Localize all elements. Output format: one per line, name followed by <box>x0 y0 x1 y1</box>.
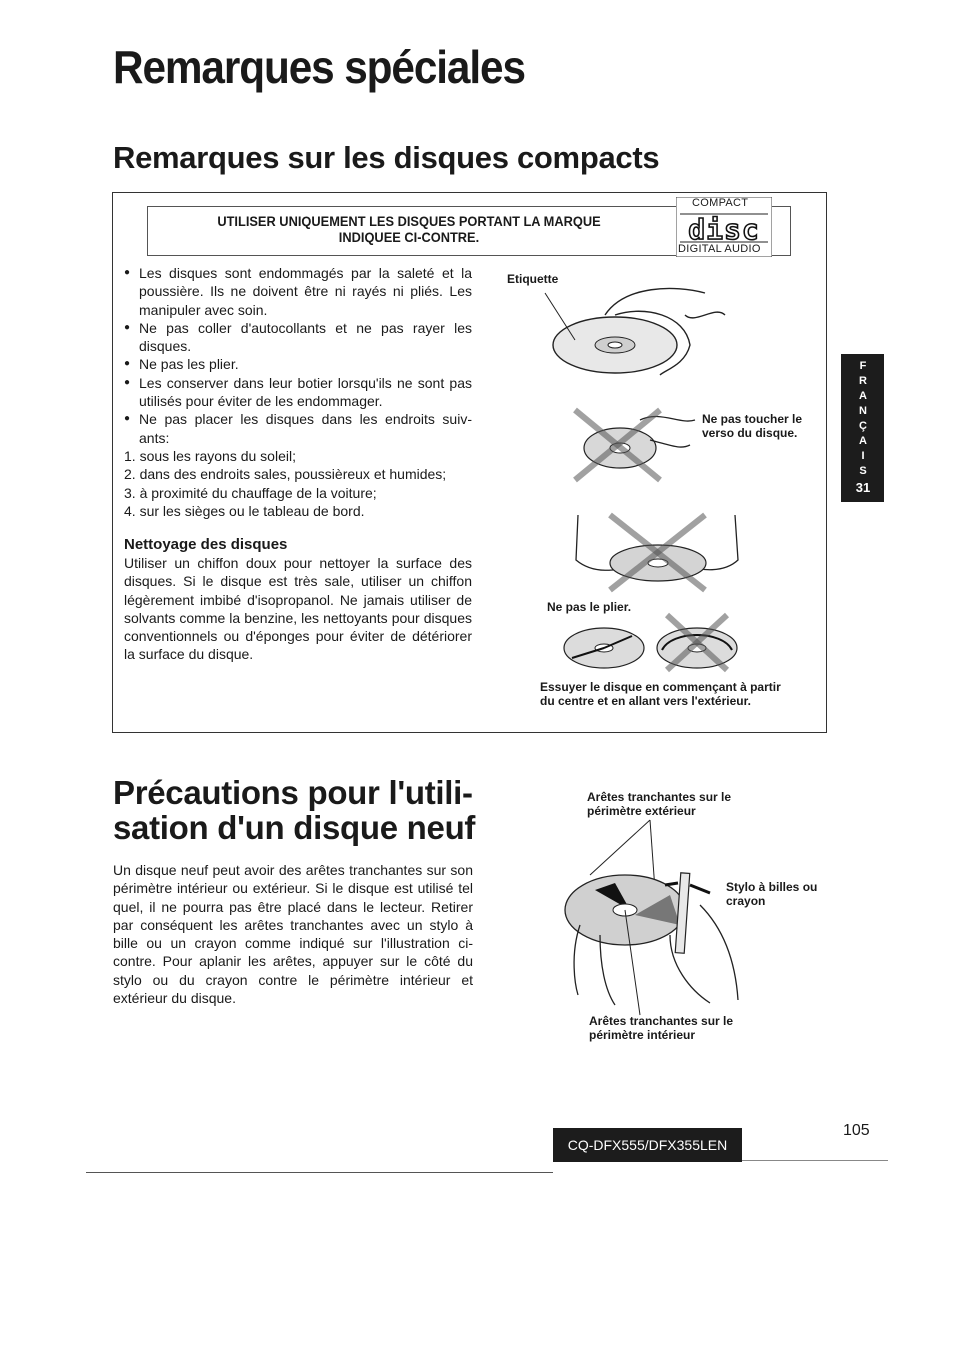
side-tab-letter: A <box>859 390 867 402</box>
mark-notice-line1: UTILISER UNIQUEMENT LES DISQUES PORTANT LA MARQUE <box>217 214 601 229</box>
disc-deburring-illustration <box>560 815 750 1015</box>
page-number: 105 <box>843 1122 870 1139</box>
list-item: 1. sous les rayons du soleil; <box>124 448 296 464</box>
model-number-bar: CQ-DFX555/DFX355LEN <box>553 1128 742 1162</box>
precautions-body: Un disque neuf peut avoir des arêtes tranchantes sur son périmètre intérieur ou extérieur. Si le disque est utilisé tel quel, il ne pourra pas être placé dans le lecteur. Retirer par conséquent les arêtes tranchantes avec un stylo à bille ou un crayon comme indiqué sur l'illustration ci-contre. Pour aplanir les arêtes, appuyer sur le côté du stylo ou du crayon contre le périmètre intérieur et extérieur du disque. <box>113 862 473 1007</box>
list-item: 4. sur les sièges ou le tableau de bord. <box>124 502 365 519</box>
side-tab-letter: Ç <box>859 420 867 432</box>
cleaning-body: Utiliser un chiffon doux pour nettoyer la surface des disques. Si le disque est très sale, utiliser un chiffon légèrement imbibé d'isopropanol. Ne jamais utiliser de solvants comme la benzine, les nettoyants pour disques conventionnels ou d'éponges pour éviter de détériorer la surface du disque. <box>124 555 472 663</box>
side-tab-letter: A <box>859 435 867 447</box>
side-tab-letter: S <box>859 465 867 477</box>
wipe-caption: Essuyer le disque en commençant à partir du centre et en allant vers l'extérieur. <box>540 680 781 708</box>
disc-logo-word: disc <box>688 213 760 246</box>
no-touch-caption: Ne pas toucher le verso du disque. <box>702 412 803 440</box>
disc-handling-illustration <box>545 275 735 385</box>
label-caption: Etiquette <box>507 272 559 286</box>
pen-caption: Stylo à billes ou crayon <box>726 880 818 908</box>
side-tab-number: 31 <box>855 480 871 495</box>
side-tab-letter: F <box>859 360 867 372</box>
no-bend-caption: Ne pas le plier. <box>547 600 632 614</box>
list-item: ● Ne pas placer les disques dans les endroits suiv-ants: <box>124 410 472 447</box>
footer-rule <box>86 1172 553 1173</box>
disc-logo-top: COMPACT <box>692 197 749 209</box>
mark-notice <box>191 214 626 246</box>
precautions-title: Précautions pour l'utili-sation d'un disque neuf <box>113 774 476 846</box>
section-title: Remarques sur les disques compacts <box>113 140 660 175</box>
places-list <box>124 447 484 520</box>
outer-edge-caption: Arêtes tranchantes sur le périmètre extérieur <box>587 790 732 818</box>
inner-edge-caption: Arêtes tranchantes sur le périmètre intérieur <box>589 1014 734 1042</box>
mark-notice-line2: INDIQUEE CI-CONTRE. <box>338 230 480 245</box>
list-item: 2. dans des endroits sales, poussièreux et humides; <box>124 466 447 483</box>
side-tab-letter: I <box>861 450 865 462</box>
list-item: ● Les disques sont endommagés par la saleté et la poussière. Ils ne doivent être ni rayés ni pliés. Les manipuler avec soin. <box>124 264 472 319</box>
side-tab-letter: N <box>859 405 867 417</box>
list-item: 3. à proximité du chauffage de la voiture; <box>124 484 377 501</box>
list-item: ● Ne pas les plier. <box>124 355 472 373</box>
care-list <box>124 264 472 447</box>
no-touch-illustration <box>560 400 700 490</box>
side-tab-letter: R <box>859 375 867 387</box>
wipe-illustration <box>562 610 747 672</box>
list-item: ● Ne pas coller d'autocollants et ne pas rayer les disques. <box>124 319 472 356</box>
cleaning-title: Nettoyage des disques <box>124 536 288 553</box>
disc-logo-bottom: DIGITAL AUDIO <box>678 243 761 255</box>
no-bend-illustration <box>570 505 745 600</box>
footer-rule <box>742 1160 888 1161</box>
page-title: Remarques spéciales <box>113 41 525 93</box>
list-item: ● Les conserver dans leur botier lorsqu'ils ne sont pas utilisés pour éviter de les endommager. <box>124 374 472 411</box>
